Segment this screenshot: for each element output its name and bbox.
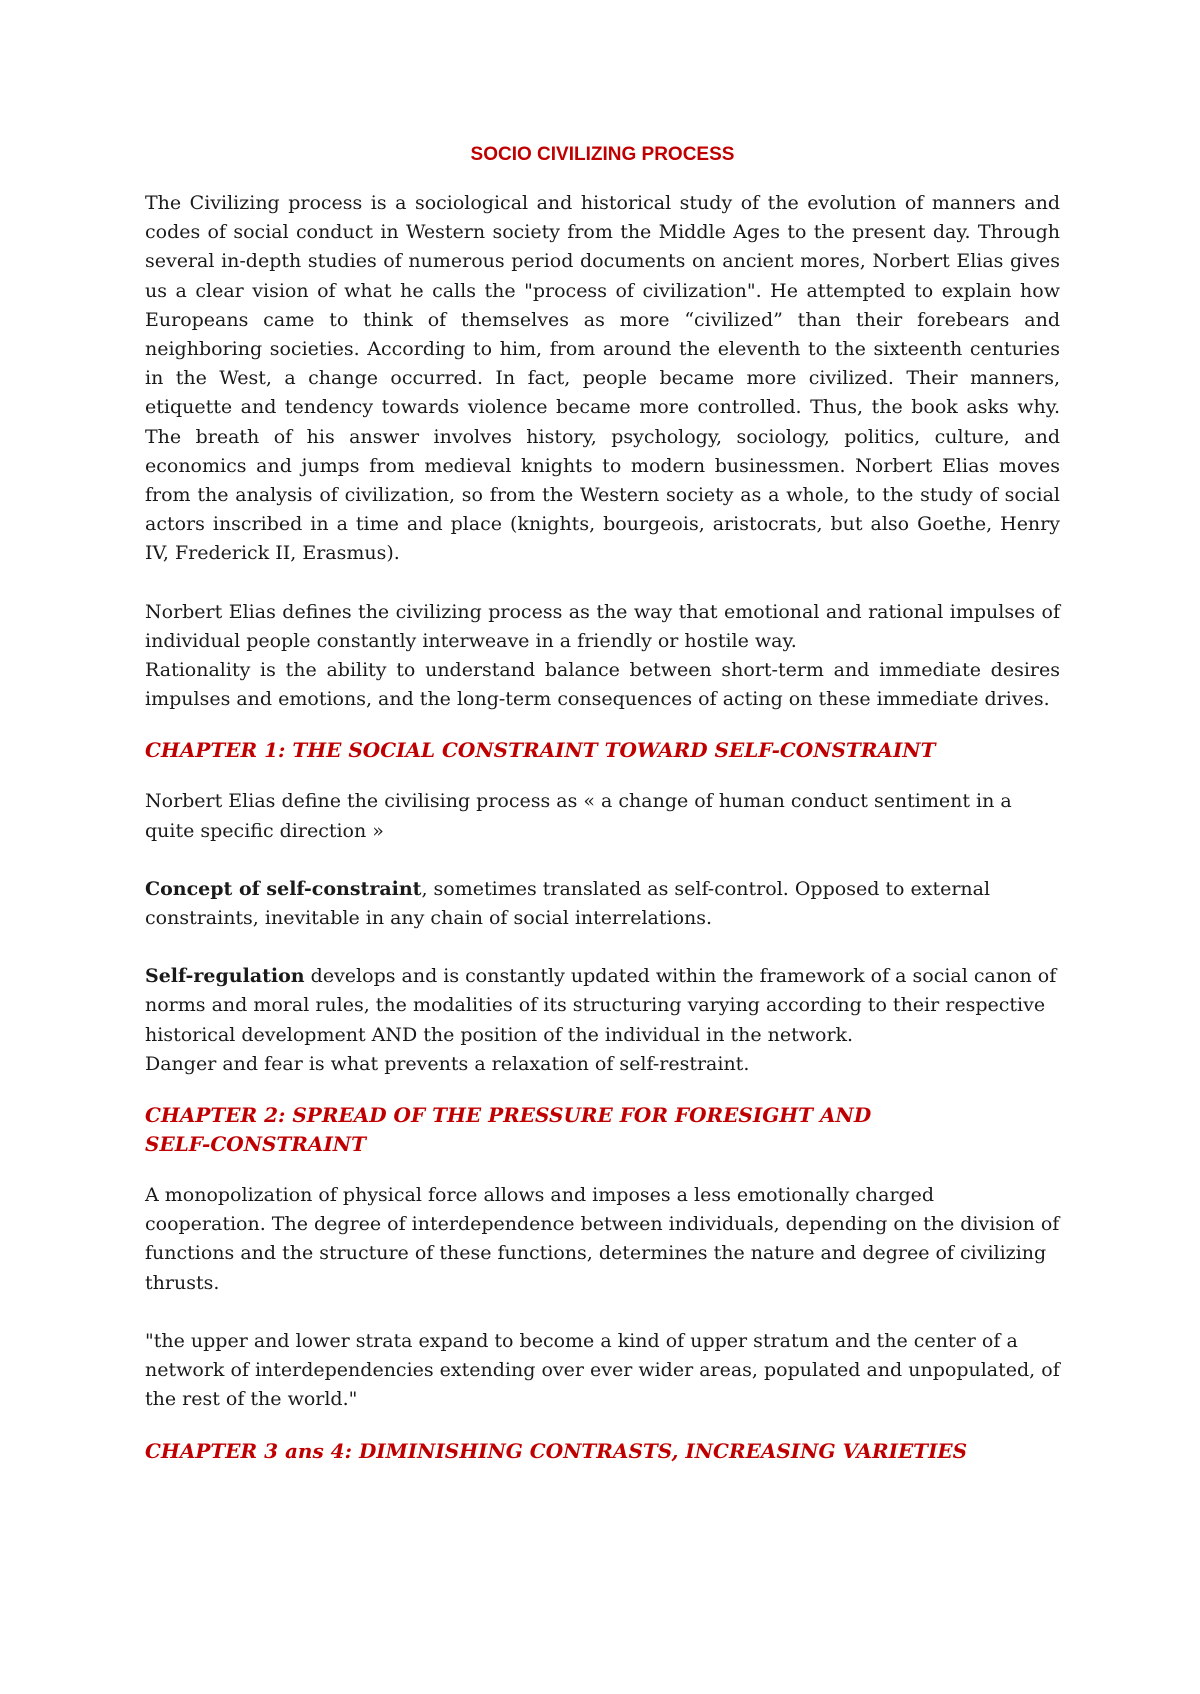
page-title: SOCIO CIVILIZING PROCESS (470, 144, 735, 165)
self-regulation-paragraph (145, 962, 1060, 1050)
self-regulation-term: Self-regulation (145, 965, 305, 988)
chapter-2-paragraph: A monopolization of physical force allows and imposes a less emotionally charged cooperation. The degree of interdependence between individuals, depending on the division of functions and the structure of these functions, determines the nature and degree of civilizing thrusts. (145, 1184, 1060, 1294)
self-constraint-text: , sometimes translated as self-control. Opposed to external constraints, inevitable in any chain of social interrelations. (145, 877, 991, 930)
document-page (145, 140, 1060, 1466)
chapter-1-definition: Norbert Elias define the civilising process as « a change of human conduct sentiment in a quite specific direction » (145, 790, 1012, 842)
chapter-2-heading-line2: SELF-CONSTRAINT (145, 1132, 366, 1157)
spacer (145, 765, 1060, 787)
spacer (145, 569, 1060, 598)
danger-paragraph: Danger and fear is what prevents a relaxation of self-restraint. (145, 1052, 750, 1075)
spacer (145, 1159, 1060, 1181)
self-constraint-term: Concept of self-constraint (145, 877, 422, 900)
self-regulation-text: develops and is constantly updated within the framework of a social canon of norms and moral rules, the modalities of its structuring varying according to their respective historical development AND the position of the individual in the network. (145, 965, 1057, 1046)
spacer (145, 933, 1060, 962)
spacer (145, 846, 1060, 875)
self-constraint-paragraph (145, 875, 1060, 933)
chapter-3-heading: CHAPTER 3 ans 4: DIMINISHING CONTRASTS, INCREASING VARIETIES (145, 1438, 968, 1463)
spacer (145, 714, 1060, 736)
chapter-2-quote: "the upper and lower strata expand to become a kind of upper stratum and the center of a network of interdependencies extending over ever wider areas, populated and unpopulated, of the rest of the world." (145, 1329, 1060, 1411)
definition-paragraph: Norbert Elias defines the civilizing process as the way that emotional and rational impulses of individual people constantly interweave in a friendly or hostile way. (145, 600, 1060, 652)
spacer (145, 1079, 1060, 1101)
spacer (145, 1298, 1060, 1327)
spacer (145, 1415, 1060, 1437)
chapter-2-heading-line1: CHAPTER 2: SPREAD OF THE PRESSURE FOR FORESIGHT AND (145, 1103, 872, 1128)
intro-paragraph: The Civilizing process is a sociological and historical study of the evolution of manners and codes of social conduct in Western society from the Middle Ages to the present day. Through several in-depth studies of numerous period documents on ancient mores, Norbert Elias gives us a clear vision of what he calls the "process of civilization". He attempted to explain how Europeans came to think of themselves as more “civilized” than their forebears and neighboring societies. According to him, from around the eleventh to the sixteenth centuries in the West, a change occurred. In fact, people became more civilized. Their manners, etiquette and tendency towards violence became more controlled. Thus, the book asks why. The breath of his answer involves history, psychology, sociology, politics, culture, and economics and jumps from medieval knights to modern businessmen. Norbert Elias moves from the analysis of civilization, so from the Western society as a whole, to the study of social actors inscribed in a time and place (knights, bourgeois, aristocrats, but also Goethe, Henry IV, Frederick II, Erasmus). (145, 192, 1060, 565)
rationality-paragraph: Rationality is the ability to understand balance between short-term and immediate desires impulses and emotions, and the long-term consequences of acting on these immediate drives. (145, 659, 1060, 711)
chapter-1-heading: CHAPTER 1: THE SOCIAL CONSTRAINT TOWARD SELF-CONSTRAINT (145, 738, 936, 763)
chapter-2-heading (145, 1101, 1060, 1159)
